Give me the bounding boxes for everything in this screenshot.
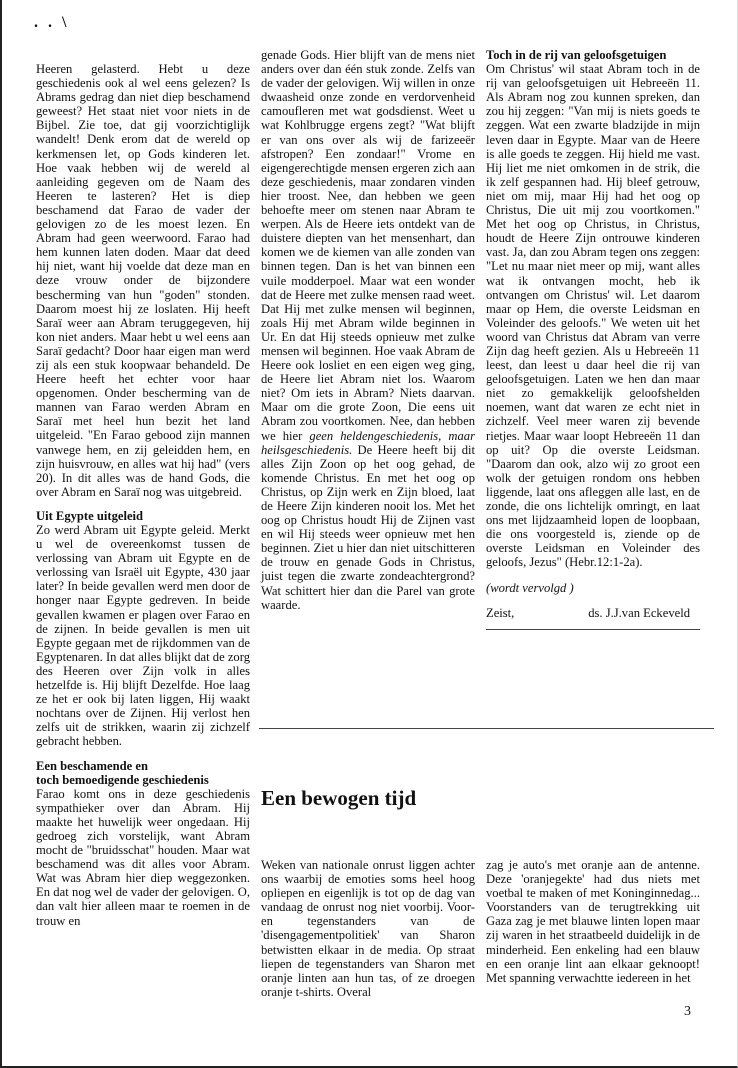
section-heading: Uit Egypte uitgeleid bbox=[36, 508, 144, 523]
column-1 bbox=[36, 62, 250, 928]
emphasis-text: geen heldengeschiedenis, maar heilsgeschiedenis. bbox=[261, 428, 475, 457]
article-title: Een bewogen tijd bbox=[261, 786, 417, 810]
paragraph: zag je auto's met oranje aan de antenne. Deze 'oranjegekte' had dus niets met voetbal te maken of met Koninginnedag... Voorstanders van de terugtrekking uit Gaza zag je met blauwe linten lopen maar zij waren in het straatbeeld duidelijk in de minderheid. Een enkeling had een blauw en een oranje lint aan elkaar geknoopt! Met spanning verwachtte iedereen in het bbox=[486, 858, 700, 985]
header-marks: . . \ bbox=[34, 14, 70, 31]
signature-rule bbox=[486, 629, 700, 630]
text-run: genade Gods. Hier blijft van de mens niet anders over dan één stuk zonde. Zelfs van de vader der gelovigen. Wij willen in onze dwaasheid onze zonde en verdorvenheid camoufleren met wat godsdienst. Weet u wat Kohlbrugge ergens zegt? "Wat blijft er van ons over als wij de farizeeër afstropen? Een zondaar!" Vrome en eigengerechtigde mensen ergeren zich aan deze geschiedenis, maar zondaren vinden hier troost. Nee, dan hebben we geen behoefte meer om stenen naar Abram te werpen. Als de Heere iets ontdekt van de duistere diepten van het mensenhart, dan komen we de kiemen van alle zonden van binnen tegen. Dan is het van binnen een vuile modderpoel. Maar wat een wonder dat de Heere met zulke mensen raad weet. Dat Hij met zulke mensen wil beginnen, zoals Hij met Abram wilde beginnen in Ur. En dat Hij steeds opnieuw met zulke mensen wil beginnen. Hoe vaak Abram de Heere ook losliet en een eigen weg ging, de Heere liet Abram niet los. Waarom niet? Om iets in Abram? Niets daarvan. Maar om die grote Zoon, Die eens uit Abram zou voortkomen. Nee, dan hebben we hier bbox=[261, 48, 475, 443]
page-number: 3 bbox=[684, 1004, 691, 1019]
to-be-continued: (wordt vervolgd ) bbox=[486, 581, 574, 596]
paragraph: Weken van nationale onrust liggen achter ons waarbij de emoties soms heel hoog opliepen en eigenlijk is tot op de dag van vandaag de onrust nog niet voorbij. Voor- en tegenstanders van de 'disengagementpolitiek' van Sharon betwistten elkaar in de media. Op straat liepen de tegenstanders van Sharon met oranje linten aan hun tas, of ze droegen oranje t-shirts. Overal bbox=[261, 858, 475, 999]
signature bbox=[486, 606, 700, 620]
signature-author: ds. J.J.van Eckeveld bbox=[588, 605, 690, 620]
paragraph bbox=[261, 48, 475, 612]
heading-line-2: toch bemoedigende geschiedenis bbox=[36, 772, 209, 787]
paragraph: Heeren gelasterd. Hebt u deze geschiedenis ook al wel eens gelezen? Is Abrams gedrag dan niet diep beschamend geweest? Het staat niet voor niets in de Bijbel. Zie toe, dat gij voorzichtiglijk wandelt! Denk erom dat de wereld op kerkmensen let, op Gods kinderen let. Hoe vaak hebben wij de wereld al aanleiding gegeven om de Naam des Heeren te lasteren? Het is diep beschamend dat Farao de vader der gelovigen zo de les moest lezen. En Abram had geen weerwoord. Farao had hem kunnen laten doden. Maar dat deed hij niet, want hij voelde dat deze man en deze vrouw onder de bijzondere bescherming van hun "goden" stonden. Daarom moest hij ze loslaten. Hij heeft Saraï weer aan Abram teruggegeven, hij kon niet anders. Maar hebt u wel eens aan Saraï gedacht? Door haar eigen man werd zij als een stuk koopwaar behandeld. De Heere heeft het echter voor haar opgenomen. Onder bescherming van de mannen van Farao werden Abram en Saraï met heel hun bezit het land uitgeleid. "En Farao gebood zijn mannen vanwege hem, en zij geleidden hem, en zijn huisvrouw, en alles wat hij had" (vers 20). In dit alles was de hand Gods, die over Abram en Saraï nog was uitgebreid. bbox=[36, 62, 250, 499]
paragraph: Zo werd Abram uit Egypte geleid. Merkt u wel de overeenkomst tussen de verlossing van Abram uit Egypte en de verlossing van Israël uit Egypte, 430 jaar later? In beide gevallen werd men door de honger naar Egypte gedreven. In beide gevallen kwamen er plagen over Farao en de zijnen. In beide gevallen is men uit Egypte gegaan met de rijkdommen van de Egyptenaren. In dat alles blijkt dat de zorg des Heeren over Zijn volk in alles hetzelfde is. Hij blijft Dezelfde. Hoe laag ze het er ook bij laten liggen, Hij waakt nochtans over de Zijnen. Hij verlost hen zelfs uit de strikken, waarin zij zichzelf gebracht hebben. bbox=[36, 523, 250, 749]
column-2 bbox=[261, 48, 475, 612]
section-heading bbox=[36, 759, 250, 787]
paragraph: Farao komt ons in deze geschiedenis sympathieker over dan Abram. Hij maakte het huwelijk weer ongedaan. Hij gedroeg zich vorstelijk, want Abram mocht de "bruidsschat" houden. Maar wat beschamend was dit alles voor Abram. Wat was Abram hier diep weggezonken. En dat nog wel de vader der gelovigen. O, dan valt hier alleen maar te roemen in de trouw en bbox=[36, 786, 250, 928]
signature-place: Zeist, bbox=[486, 605, 515, 620]
column-3 bbox=[486, 48, 700, 630]
article2-column-1 bbox=[261, 858, 475, 999]
section-heading: Toch in de rij van geloofsgetuigen bbox=[486, 48, 667, 62]
article-divider bbox=[259, 728, 714, 729]
text-run: De Heere heeft bij dit alles Zijn Zoon op het oog gehad, de komende Christus. En met het oog op Christus, op Zijn werk en Zijn bloed, laat de Heere Zijn kinderen nooit los. Met het oog op Christus houdt Hij de Zijnen vast en wil Hij steeds weer opnieuw met hen beginnen. Ziet u hier dan niet uitschitteren de trouw en genade Gods in Christus, juist tegen die zwarte zondeachtergrond? Wat schittert hier dan die Parel van grote waarde. bbox=[261, 442, 475, 612]
article2-column-2 bbox=[486, 858, 700, 985]
heading-line-1: Een beschamende en bbox=[36, 758, 148, 773]
paragraph: Om Christus' wil staat Abram toch in de rij van geloofsgetuigen uit Hebreeën 11. Als Abram nog zou kunnen spreken, dan zou hij zeggen: "Van mij is niets goeds te zeggen. Wat een zwarte bladzijde in mijn leven daar in Egypte. Maar van de Heere is alle goeds te zeggen. Hij hield me vast. Hij liet me niet omkomen in de strik, die ik zelf gespannen had. Hij bleef getrouw, niet om mij, maar Hij had het oog op Christus, Die uit mij zou voortkomen." Met het oog op Christus, in Christus, houdt de Heere Zijn ontrouwe kinderen vast. Ja, dan zou Abram tegen ons zeggen: "Let nu maar niet meer op mij, want alles wat ik ontvangen mocht, heb ik ontvangen om Christus' wil. Let daarom maar op Hem, die overste Leidsman en Voleinder des geloofs." We weten uit het woord van Christus dat Abram van verre Zijn dag heeft gezien. Als u Hebreeën 11 leest, dan leest u daar heel die rij van geloofsgetuigen. Laten we hen dan maar niet zo gemakkelijk geloofshelden noemen, want dat waren ze echt niet in zichzelf. Veel meer waren zij bevende rietjes. Maar waar loopt Hebreeën 11 dan op uit? Op die overste Leidsman. "Daarom dan ook, alzo wij zo groot een wolk der getuigen rondom ons hebben liggende, laat ons afleggen alle last, en de zonde, die ons lichtelijk omringt, en laat ons met lijdzaamheid lopen de loopbaan, die ons voorgesteld is, ziende op de overste Leidsman en Voleinder des geloofs, Jezus" (Hebr.12:1-2a). bbox=[486, 62, 700, 570]
